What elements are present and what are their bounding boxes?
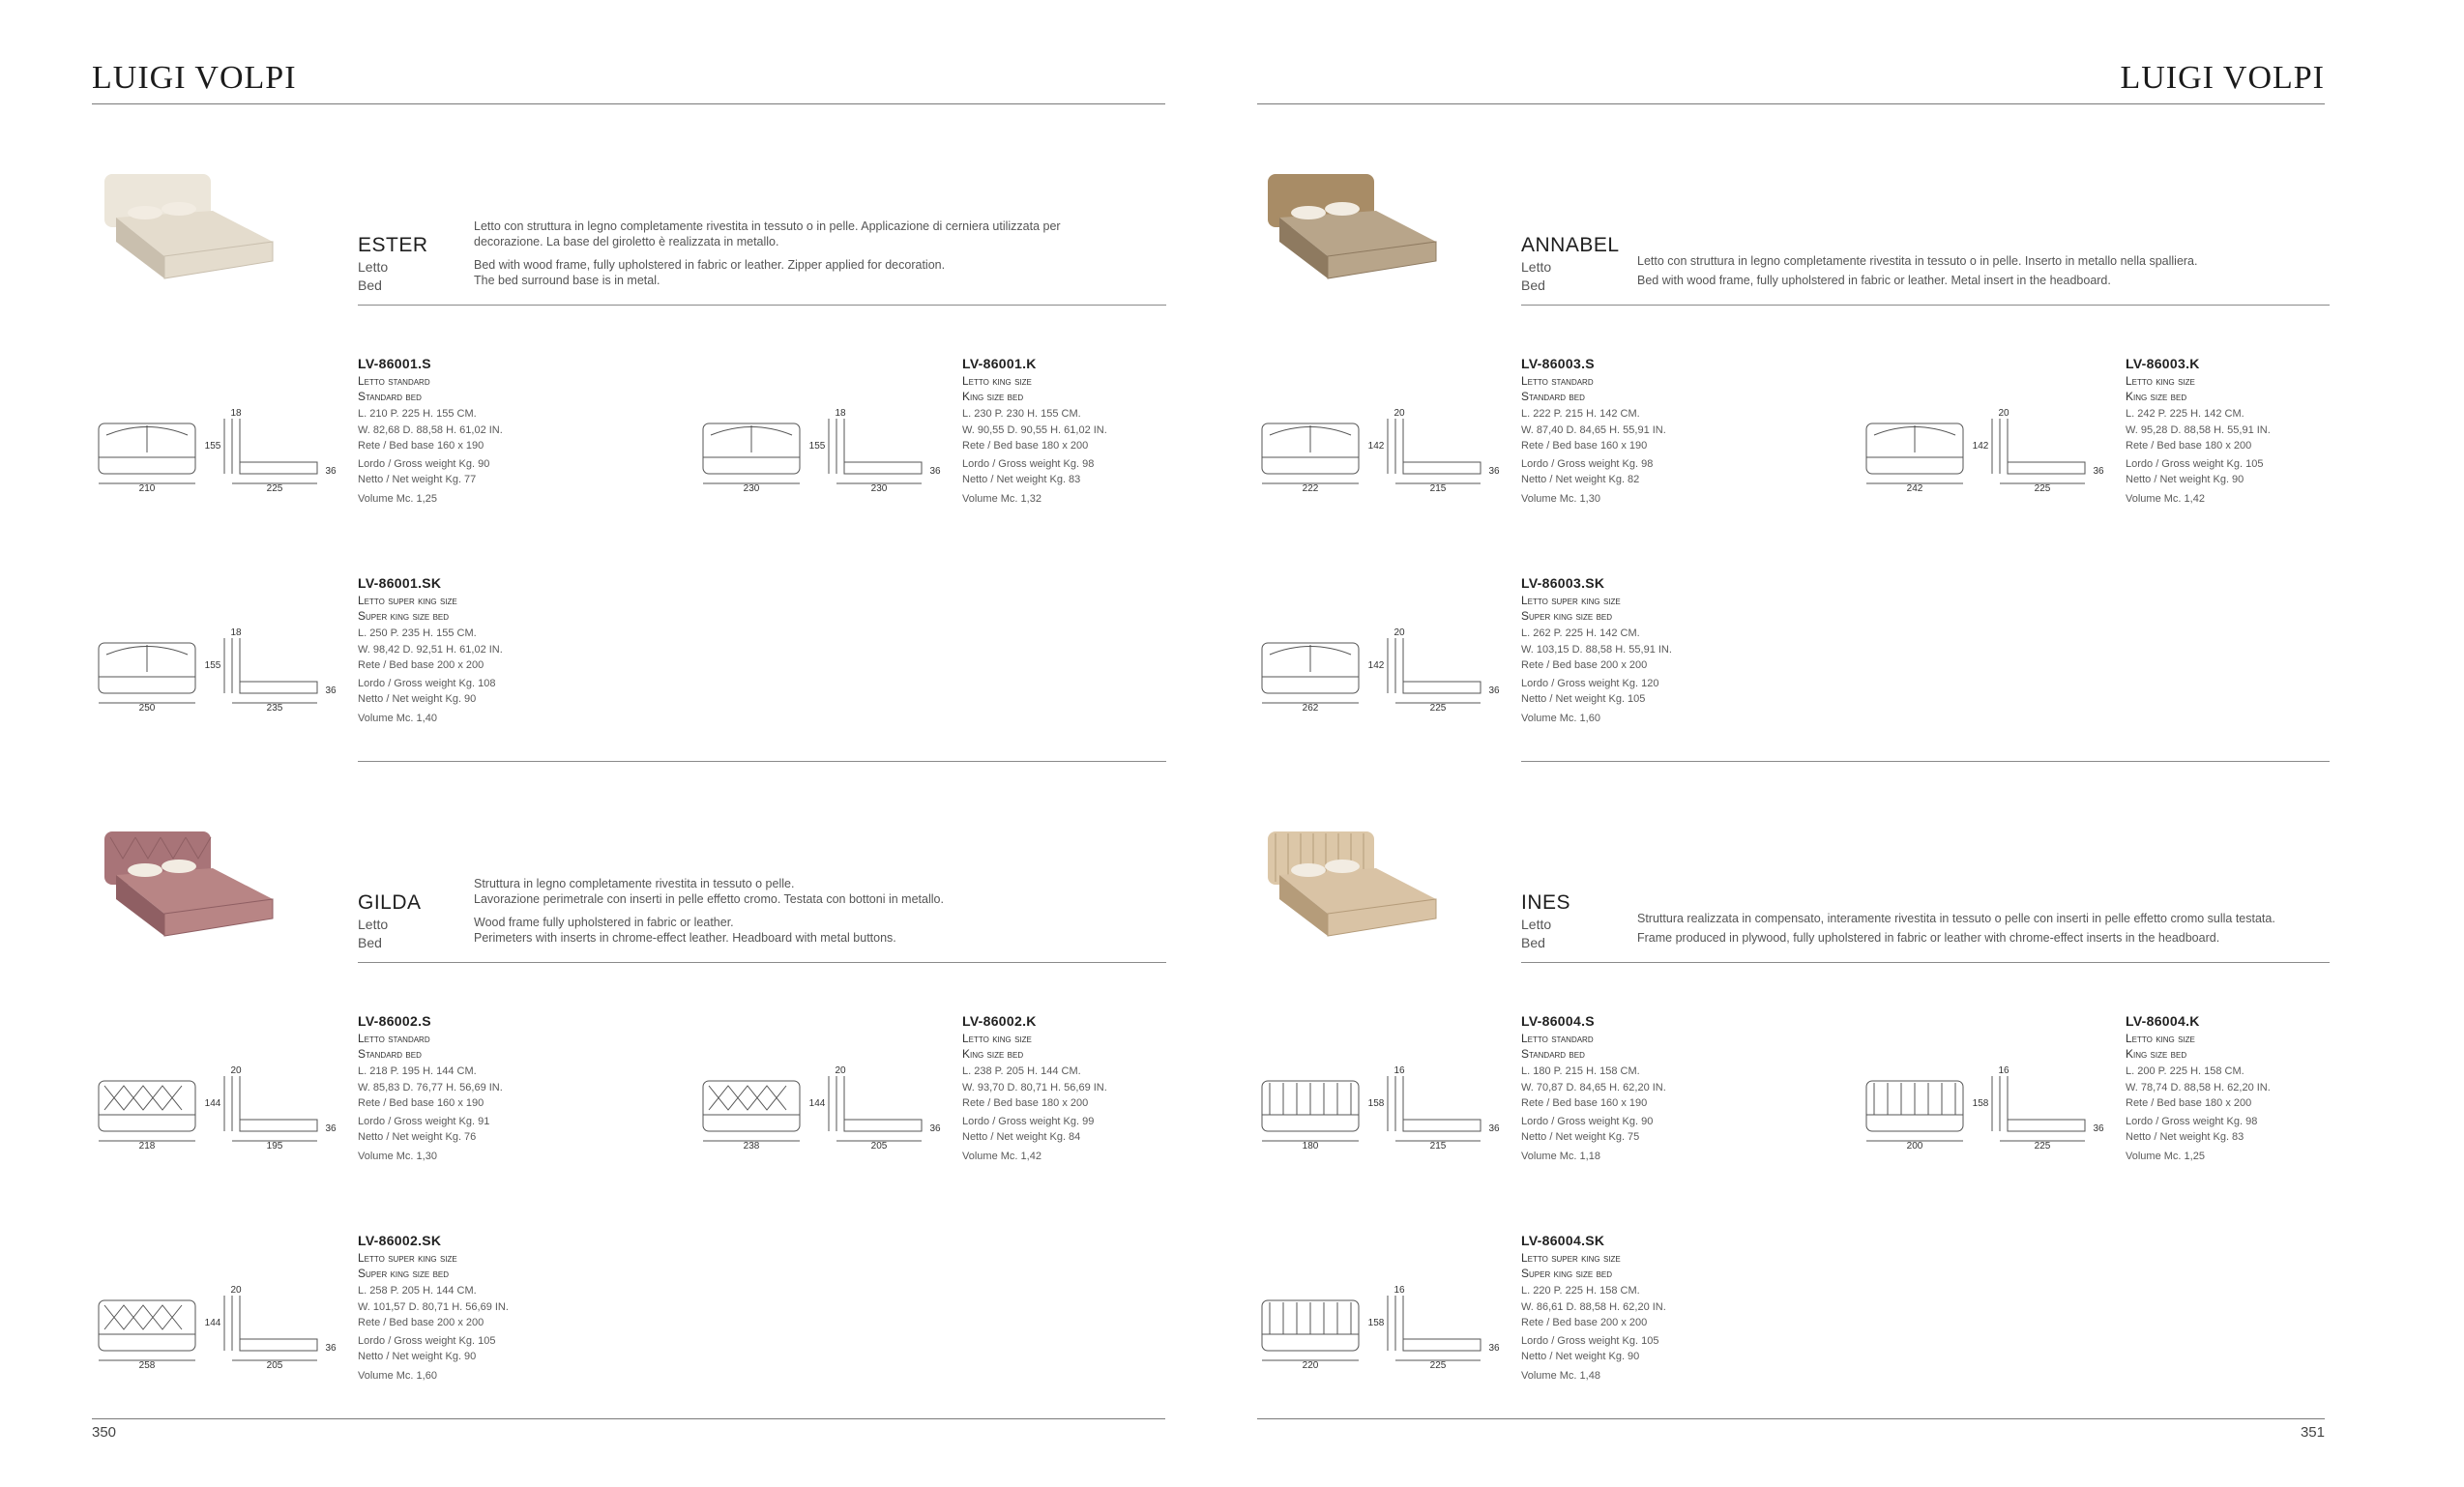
gross-weight: Lordo / Gross weight Kg. 90 xyxy=(1521,1116,1654,1127)
variant-type-english: Super king size bed xyxy=(1521,609,1613,623)
brand-logo-left: LUIGI VOLPI xyxy=(92,60,297,96)
label-english: Bed xyxy=(1521,935,1545,950)
dimensions-in: W. 90,55 D. 90,55 H. 61,02 IN. xyxy=(962,424,1107,436)
bed-base-size: Rete / Bed base 180 x 200 xyxy=(2126,1097,2252,1109)
product-name: ESTER xyxy=(358,234,428,256)
bed-base-size: Rete / Bed base 160 x 190 xyxy=(358,440,484,452)
dimension-diagram xyxy=(97,627,348,725)
description-english-line-2: The bed surround base is in metal. xyxy=(474,274,660,287)
variant-type-italian: Letto super king size xyxy=(1521,1251,1621,1265)
width-dim-label: 238 xyxy=(743,1141,760,1152)
dimension-drawing xyxy=(1864,408,2116,501)
variant-type-english: Standard bed xyxy=(1521,390,1585,403)
width-dim-label: 230 xyxy=(743,483,760,494)
height-dim-label: 155 xyxy=(204,441,221,452)
width-dim-label: 250 xyxy=(138,703,156,714)
dimensions-in: W. 86,61 D. 88,58 H. 62,20 IN. xyxy=(1521,1301,1666,1313)
dimension-diagram xyxy=(701,1065,953,1163)
depth-dim-label: 215 xyxy=(1429,483,1447,494)
height-dim-label: 144 xyxy=(204,1098,221,1109)
headboard-thickness-label: 20 xyxy=(230,1065,242,1076)
dimensions-in: W. 82,68 D. 88,58 H. 61,02 IN. xyxy=(358,424,503,436)
depth-dim-label: 215 xyxy=(1429,1141,1447,1152)
description-italian-line-2: Lavorazione perimetrale con inserti in pelle effetto cromo. Testata con bottoni in metallo. xyxy=(474,892,944,906)
bed-photo-annabel xyxy=(1260,164,1444,285)
page-number-right: 351 xyxy=(2300,1424,2325,1441)
depth-dim-label: 225 xyxy=(1429,703,1447,714)
volume: Volume Mc. 1,42 xyxy=(2126,493,2205,505)
dimensions-cm: L. 238 P. 205 H. 144 CM. xyxy=(962,1065,1081,1077)
base-height-label: 36 xyxy=(1488,466,1500,477)
bed-base-size: Rete / Bed base 180 x 200 xyxy=(962,1097,1089,1109)
height-dim-label: 142 xyxy=(1367,660,1385,671)
variant-type-italian: Letto king size xyxy=(962,1032,1032,1045)
dimension-diagram xyxy=(1260,1285,1511,1383)
base-height-label: 36 xyxy=(929,466,941,477)
variant-code: LV-86002.S xyxy=(358,1013,431,1029)
dimension-diagram xyxy=(1864,1065,2116,1163)
height-dim-label: 158 xyxy=(1367,1318,1385,1328)
variant-code: LV-86001.S xyxy=(358,356,431,371)
product-name: INES xyxy=(1521,891,1571,914)
side-view-base xyxy=(240,1120,317,1131)
variant-type-english: Standard bed xyxy=(1521,1047,1585,1061)
height-dim-label: 155 xyxy=(808,441,826,452)
pillow-shape xyxy=(128,863,162,877)
variant-type-english: Standard bed xyxy=(358,1047,422,1061)
side-view-base xyxy=(240,1339,317,1351)
headboard-thickness-label: 18 xyxy=(230,627,242,638)
description-italian-line-2: decorazione. La base del giroletto è realizzata in metallo. xyxy=(474,235,779,248)
dimension-diagram xyxy=(97,1285,348,1383)
base-height-label: 36 xyxy=(2093,466,2104,477)
section-header-rule xyxy=(1521,305,2330,306)
variant-code: LV-86003.SK xyxy=(1521,575,1605,591)
width-dim-label: 258 xyxy=(138,1360,156,1371)
volume: Volume Mc. 1,25 xyxy=(2126,1151,2205,1162)
net-weight: Netto / Net weight Kg. 90 xyxy=(358,693,477,705)
variant-type-english: Standard bed xyxy=(358,390,422,403)
variant-lv-86003-k xyxy=(1864,356,2464,525)
dimensions-cm: L. 200 P. 225 H. 158 CM. xyxy=(2126,1065,2244,1077)
side-view-base xyxy=(240,462,317,474)
dimensions-in: W. 95,28 D. 88,58 H. 55,91 IN. xyxy=(2126,424,2271,436)
pillow-shape xyxy=(1325,860,1360,873)
bed-base-size: Rete / Bed base 200 x 200 xyxy=(358,1317,484,1328)
product-name: ANNABEL xyxy=(1521,234,1620,256)
side-view-base xyxy=(844,462,922,474)
header-rule-right xyxy=(1257,103,2325,104)
dimension-drawing xyxy=(701,1065,953,1158)
pillow-shape xyxy=(1291,206,1326,219)
headboard-thickness-label: 20 xyxy=(835,1065,846,1076)
net-weight: Netto / Net weight Kg. 76 xyxy=(358,1131,477,1143)
pillow-shape xyxy=(161,202,196,216)
variant-type-english: Super king size bed xyxy=(358,609,450,623)
bed-base-size: Rete / Bed base 200 x 200 xyxy=(1521,1317,1648,1328)
product-name: GILDA xyxy=(358,891,422,914)
height-dim-label: 158 xyxy=(1367,1098,1385,1109)
height-dim-label: 142 xyxy=(1367,441,1385,452)
gross-weight: Lordo / Gross weight Kg. 99 xyxy=(962,1116,1095,1127)
height-dim-label: 144 xyxy=(808,1098,826,1109)
side-view-base xyxy=(844,1120,922,1131)
side-view-base xyxy=(1403,1339,1481,1351)
section-rule-annabel xyxy=(1521,761,2330,762)
bed-photo-ester xyxy=(97,164,280,285)
bed-base-size: Rete / Bed base 180 x 200 xyxy=(2126,440,2252,452)
front-view xyxy=(99,1300,195,1351)
base-height-label: 36 xyxy=(325,1123,337,1134)
dimensions-cm: L. 210 P. 225 H. 155 CM. xyxy=(358,408,477,420)
variant-code: LV-86002.SK xyxy=(358,1233,442,1248)
variant-lv-86004-s xyxy=(1260,1013,1860,1182)
height-dim-label: 158 xyxy=(1972,1098,1989,1109)
volume: Volume Mc. 1,32 xyxy=(962,493,1041,505)
base-height-label: 36 xyxy=(1488,685,1500,696)
page-number-left: 350 xyxy=(92,1424,117,1441)
dimensions-in: W. 101,57 D. 80,71 H. 56,69 IN. xyxy=(358,1301,509,1313)
section-header-rule xyxy=(1521,962,2330,963)
dimension-drawing xyxy=(97,1285,348,1378)
bed-base-size: Rete / Bed base 160 x 190 xyxy=(1521,1097,1648,1109)
dimension-drawing xyxy=(97,408,348,501)
volume: Volume Mc. 1,48 xyxy=(1521,1370,1600,1382)
gross-weight: Lordo / Gross weight Kg. 105 xyxy=(358,1335,496,1347)
dimensions-cm: L. 180 P. 215 H. 158 CM. xyxy=(1521,1065,1640,1077)
width-dim-label: 218 xyxy=(138,1141,156,1152)
variant-lv-86004-sk xyxy=(1260,1233,1860,1402)
net-weight: Netto / Net weight Kg. 82 xyxy=(1521,474,1640,485)
volume: Volume Mc. 1,60 xyxy=(1521,713,1600,724)
height-dim-label: 155 xyxy=(204,660,221,671)
front-view xyxy=(703,1081,800,1131)
headboard-thickness-label: 20 xyxy=(1393,408,1405,419)
dimension-drawing xyxy=(701,408,953,501)
variant-type-italian: Letto standard xyxy=(1521,1032,1594,1045)
brand-logo-right: LUIGI VOLPI xyxy=(2120,60,2325,96)
volume: Volume Mc. 1,30 xyxy=(1521,493,1600,505)
dimension-drawing xyxy=(1864,1065,2116,1158)
net-weight: Netto / Net weight Kg. 90 xyxy=(1521,1351,1640,1362)
product-section-ester xyxy=(97,164,1209,822)
bed-base-size: Rete / Bed base 180 x 200 xyxy=(962,440,1089,452)
width-dim-label: 220 xyxy=(1302,1360,1319,1371)
bed-base-size: Rete / Bed base 160 x 190 xyxy=(1521,440,1648,452)
depth-dim-label: 230 xyxy=(870,483,888,494)
net-weight: Netto / Net weight Kg. 90 xyxy=(2126,474,2244,485)
base-height-label: 36 xyxy=(929,1123,941,1134)
variant-lv-86001-sk xyxy=(97,575,696,744)
variant-lv-86001-s xyxy=(97,356,696,525)
label-italian: Letto xyxy=(1521,259,1552,275)
description-italian-line-1: Struttura realizzata in compensato, interamente rivestita in tessuto o pelle con inserti in pelle effetto cromo sulla testata. xyxy=(1637,912,2275,925)
width-dim-label: 242 xyxy=(1906,483,1923,494)
dimensions-cm: L. 218 P. 195 H. 144 CM. xyxy=(358,1065,477,1077)
base-height-label: 36 xyxy=(325,466,337,477)
bed-base-size: Rete / Bed base 200 x 200 xyxy=(358,659,484,671)
variant-code: LV-86004.S xyxy=(1521,1013,1595,1029)
base-height-label: 36 xyxy=(325,685,337,696)
label-italian: Letto xyxy=(1521,917,1552,932)
label-italian: Letto xyxy=(358,259,389,275)
depth-dim-label: 225 xyxy=(266,483,283,494)
side-view-base xyxy=(2008,462,2085,474)
dimensions-cm: L. 220 P. 225 H. 158 CM. xyxy=(1521,1285,1640,1297)
dimension-drawing xyxy=(97,627,348,720)
variant-code: LV-86001.SK xyxy=(358,575,442,591)
variant-type-italian: Letto standard xyxy=(1521,374,1594,388)
dimensions-cm: L. 242 P. 225 H. 142 CM. xyxy=(2126,408,2244,420)
variant-lv-86002-k xyxy=(701,1013,1301,1182)
pillow-shape xyxy=(1325,202,1360,216)
width-dim-label: 222 xyxy=(1302,483,1319,494)
headboard-thickness-label: 20 xyxy=(1393,627,1405,638)
dimensions-cm: L. 230 P. 230 H. 155 CM. xyxy=(962,408,1081,420)
bed-photo-gilda xyxy=(97,822,280,943)
volume: Volume Mc. 1,60 xyxy=(358,1370,437,1382)
header-rule-left xyxy=(92,103,1165,104)
variant-type-italian: Letto standard xyxy=(358,1032,430,1045)
dimension-diagram xyxy=(97,1065,348,1163)
headboard-thickness-label: 20 xyxy=(1998,408,2009,419)
side-view-base xyxy=(1403,682,1481,693)
depth-dim-label: 195 xyxy=(266,1141,283,1152)
base-height-label: 36 xyxy=(2093,1123,2104,1134)
variant-code: LV-86003.K xyxy=(2126,356,2200,371)
variant-lv-86003-s xyxy=(1260,356,1860,525)
variant-code: LV-86001.K xyxy=(962,356,1037,371)
section-rule-ester xyxy=(358,761,1166,762)
width-dim-label: 210 xyxy=(138,483,156,494)
headboard-thickness-label: 18 xyxy=(230,408,242,419)
variant-type-italian: Letto king size xyxy=(2126,1032,2195,1045)
net-weight: Netto / Net weight Kg. 84 xyxy=(962,1131,1081,1143)
bed-photo-ines xyxy=(1260,822,1444,943)
headboard-thickness-label: 16 xyxy=(1393,1285,1405,1296)
product-section-ines xyxy=(1260,822,2372,1479)
variant-code: LV-86002.K xyxy=(962,1013,1037,1029)
variant-type-english: King size bed xyxy=(962,1047,1024,1061)
depth-dim-label: 205 xyxy=(266,1360,283,1371)
dimensions-in: W. 87,40 D. 84,65 H. 55,91 IN. xyxy=(1521,424,1666,436)
volume: Volume Mc. 1,25 xyxy=(358,493,437,505)
dimension-diagram xyxy=(97,408,348,506)
volume: Volume Mc. 1,42 xyxy=(962,1151,1041,1162)
gross-weight: Lordo / Gross weight Kg. 120 xyxy=(1521,678,1659,689)
depth-dim-label: 235 xyxy=(266,703,283,714)
dimension-drawing xyxy=(1260,627,1511,720)
dimensions-in: W. 93,70 D. 80,71 H. 56,69 IN. xyxy=(962,1082,1107,1093)
front-view xyxy=(99,1081,195,1131)
dimension-drawing xyxy=(1260,408,1511,501)
height-dim-label: 144 xyxy=(204,1318,221,1328)
headboard-thickness-label: 16 xyxy=(1998,1065,2009,1076)
headboard-thickness-label: 20 xyxy=(230,1285,242,1296)
description-english-line-1: Wood frame fully upholstered in fabric or leather. xyxy=(474,916,734,929)
variant-lv-86002-sk xyxy=(97,1233,696,1402)
variant-type-english: Super king size bed xyxy=(358,1267,450,1280)
dimension-drawing xyxy=(1260,1285,1511,1378)
label-italian: Letto xyxy=(358,917,389,932)
description-english-line-1: Bed with wood frame, fully upholstered in fabric or leather. Metal insert in the headboard. xyxy=(1637,274,2111,287)
description-italian-line-1: Letto con struttura in legno completamente rivestita in tessuto o in pelle. Inserto in metallo nella spalliera. xyxy=(1637,254,2198,268)
variant-lv-86001-k xyxy=(701,356,1301,525)
side-view-base xyxy=(1403,1120,1481,1131)
dimensions-in: W. 103,15 D. 88,58 H. 55,91 IN. xyxy=(1521,644,1672,656)
net-weight: Netto / Net weight Kg. 83 xyxy=(962,474,1081,485)
variant-lv-86003-sk xyxy=(1260,575,1860,744)
gross-weight: Lordo / Gross weight Kg. 105 xyxy=(1521,1335,1659,1347)
bed-base-size: Rete / Bed base 160 x 190 xyxy=(358,1097,484,1109)
width-dim-label: 180 xyxy=(1302,1141,1319,1152)
variant-type-italian: Letto king size xyxy=(2126,374,2195,388)
variant-type-english: Super king size bed xyxy=(1521,1267,1613,1280)
dimensions-in: W. 98,42 D. 92,51 H. 61,02 IN. xyxy=(358,644,503,656)
dimensions-cm: L. 258 P. 205 H. 144 CM. xyxy=(358,1285,477,1297)
description-english-line-1: Frame produced in plywood, fully upholstered in fabric or leather with chrome-effect inserts in the headboard. xyxy=(1637,931,2220,945)
variant-lv-86002-s xyxy=(97,1013,696,1182)
variant-code: LV-86003.S xyxy=(1521,356,1595,371)
net-weight: Netto / Net weight Kg. 83 xyxy=(2126,1131,2244,1143)
volume: Volume Mc. 1,40 xyxy=(358,713,437,724)
dimensions-cm: L. 250 P. 235 H. 155 CM. xyxy=(358,627,477,639)
headboard-thickness-label: 18 xyxy=(835,408,846,419)
width-dim-label: 262 xyxy=(1302,703,1319,714)
description-italian-line-1: Letto con struttura in legno completamente rivestita in tessuto o in pelle. Applicazione di cerniera utilizzata per xyxy=(474,219,1061,233)
net-weight: Netto / Net weight Kg. 90 xyxy=(358,1351,477,1362)
base-height-label: 36 xyxy=(1488,1123,1500,1134)
description-english-line-2: Perimeters with inserts in chrome-effect leather. Headboard with metal buttons. xyxy=(474,931,896,945)
description-english-line-1: Bed with wood frame, fully upholstered in fabric or leather. Zipper applied for decoration. xyxy=(474,258,946,272)
height-dim-label: 142 xyxy=(1972,441,1989,452)
dimension-diagram xyxy=(1260,408,1511,506)
dimensions-cm: L. 262 P. 225 H. 142 CM. xyxy=(1521,627,1640,639)
variant-lv-86004-k xyxy=(1864,1013,2464,1182)
gross-weight: Lordo / Gross weight Kg. 108 xyxy=(358,678,496,689)
variant-type-italian: Letto super king size xyxy=(1521,594,1621,607)
dimension-diagram xyxy=(1260,627,1511,725)
gross-weight: Lordo / Gross weight Kg. 98 xyxy=(962,458,1095,470)
dimensions-cm: L. 222 P. 215 H. 142 CM. xyxy=(1521,408,1640,420)
dimension-diagram xyxy=(1864,408,2116,506)
label-english: Bed xyxy=(1521,277,1545,293)
base-height-label: 36 xyxy=(325,1343,337,1354)
dimension-drawing xyxy=(97,1065,348,1158)
section-header-rule xyxy=(358,962,1166,963)
dimensions-in: W. 78,74 D. 88,58 H. 62,20 IN. xyxy=(2126,1082,2271,1093)
depth-dim-label: 225 xyxy=(1429,1360,1447,1371)
variant-type-italian: Letto king size xyxy=(962,374,1032,388)
dimensions-in: W. 85,83 D. 76,77 H. 56,69 IN. xyxy=(358,1082,503,1093)
pillow-shape xyxy=(1291,863,1326,877)
variant-code: LV-86004.SK xyxy=(1521,1233,1605,1248)
side-view-base xyxy=(240,682,317,693)
depth-dim-label: 205 xyxy=(870,1141,888,1152)
label-english: Bed xyxy=(358,935,382,950)
product-section-annabel xyxy=(1260,164,2372,822)
variant-type-italian: Letto super king size xyxy=(358,594,457,607)
net-weight: Netto / Net weight Kg. 105 xyxy=(1521,693,1646,705)
variant-code: LV-86004.K xyxy=(2126,1013,2200,1029)
dimension-diagram xyxy=(1260,1065,1511,1163)
dimensions-in: W. 70,87 D. 84,65 H. 62,20 IN. xyxy=(1521,1082,1666,1093)
variant-type-italian: Letto standard xyxy=(358,374,430,388)
width-dim-label: 200 xyxy=(1906,1141,1923,1152)
gross-weight: Lordo / Gross weight Kg. 98 xyxy=(1521,458,1654,470)
dimension-diagram xyxy=(701,408,953,506)
pillow-shape xyxy=(161,860,196,873)
bed-base-size: Rete / Bed base 200 x 200 xyxy=(1521,659,1648,671)
description-italian-line-1: Struttura in legno completamente rivestita in tessuto o pelle. xyxy=(474,877,795,890)
product-section-gilda xyxy=(97,822,1209,1479)
net-weight: Netto / Net weight Kg. 77 xyxy=(358,474,477,485)
side-view-base xyxy=(1403,462,1481,474)
gross-weight: Lordo / Gross weight Kg. 90 xyxy=(358,458,490,470)
gross-weight: Lordo / Gross weight Kg. 91 xyxy=(358,1116,490,1127)
pillow-shape xyxy=(128,206,162,219)
variant-type-english: King size bed xyxy=(2126,390,2187,403)
depth-dim-label: 225 xyxy=(2034,483,2051,494)
label-english: Bed xyxy=(358,277,382,293)
side-view-base xyxy=(2008,1120,2085,1131)
variant-type-italian: Letto super king size xyxy=(358,1251,457,1265)
depth-dim-label: 225 xyxy=(2034,1141,2051,1152)
net-weight: Netto / Net weight Kg. 75 xyxy=(1521,1131,1640,1143)
base-height-label: 36 xyxy=(1488,1343,1500,1354)
variant-type-english: King size bed xyxy=(962,390,1024,403)
gross-weight: Lordo / Gross weight Kg. 105 xyxy=(2126,458,2264,470)
volume: Volume Mc. 1,18 xyxy=(1521,1151,1600,1162)
headboard-thickness-label: 16 xyxy=(1393,1065,1405,1076)
variant-type-english: King size bed xyxy=(2126,1047,2187,1061)
section-header-rule xyxy=(358,305,1166,306)
dimension-drawing xyxy=(1260,1065,1511,1158)
gross-weight: Lordo / Gross weight Kg. 98 xyxy=(2126,1116,2258,1127)
volume: Volume Mc. 1,30 xyxy=(358,1151,437,1162)
